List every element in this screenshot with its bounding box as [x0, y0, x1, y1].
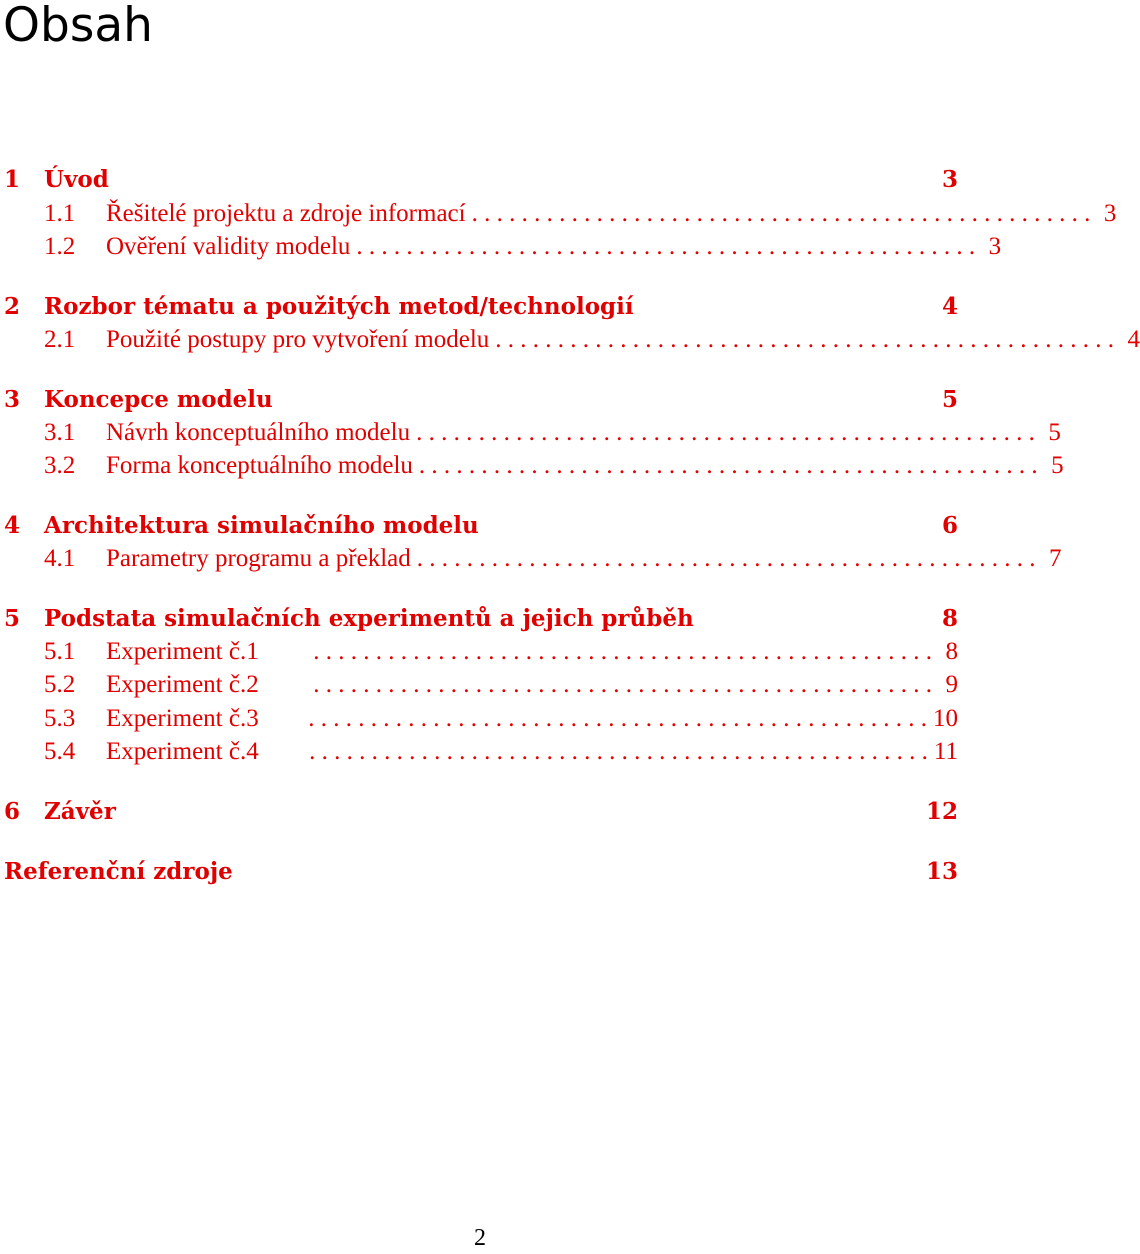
toc-entry-6[interactable]	[4, 798, 958, 828]
toc-title: Experiment č.4	[106, 738, 259, 765]
toc-entry-3-2[interactable]	[4, 452, 1064, 482]
toc-number: 2	[4, 293, 21, 320]
toc-page: 5	[941, 386, 958, 413]
toc-number: 3.2	[44, 452, 76, 479]
toc-dot-leader: . . . . . . . . . . . . . . . . . . . . . . . . . . . . . . . . . . . . . . . . . . . . . . . . . .	[416, 419, 1035, 446]
toc-title: Ověření validity modelu	[106, 233, 351, 260]
toc-page: 3	[1103, 200, 1117, 227]
toc-number: 3	[4, 386, 21, 413]
toc-number: 1.2	[44, 233, 76, 260]
toc-entry-5[interactable]	[4, 605, 958, 635]
toc-title: Referenční zdroje	[4, 858, 233, 885]
toc-title: Forma konceptuálního modelu	[106, 452, 413, 479]
toc-number: 5	[4, 605, 21, 632]
toc-number: 5.4	[44, 738, 76, 765]
toc-dot-leader: . . . . . . . . . . . . . . . . . . . . . . . . . . . . . . . . . . . . . . . . . . . . . . . . . .	[308, 705, 927, 732]
toc-entry-5-4[interactable]	[4, 738, 958, 768]
toc-entry-4-1[interactable]	[4, 545, 1062, 575]
toc-number: 4	[4, 512, 21, 539]
toc-entry-2[interactable]	[4, 293, 958, 323]
toc-title: Experiment č.1	[106, 638, 259, 665]
toc-dot-leader: . . . . . . . . . . . . . . . . . . . . . . . . . . . . . . . . . . . . . . . . . . . . . . . . . .	[313, 671, 932, 698]
toc-number: 6	[4, 798, 21, 825]
toc-dot-leader: . . . . . . . . . . . . . . . . . . . . . . . . . . . . . . . . . . . . . . . . . . . . . . . . . .	[313, 638, 932, 665]
toc-number: 5.2	[44, 671, 76, 698]
toc-page: 6	[941, 512, 958, 539]
page-title: Obsah	[3, 0, 153, 53]
toc-title: Koncepce modelu	[44, 386, 273, 413]
toc-number: 1	[4, 166, 21, 193]
toc-dot-leader: . . . . . . . . . . . . . . . . . . . . . . . . . . . . . . . . . . . . . . . . . . . . . . . . . .	[356, 233, 976, 260]
toc-title: Rozbor tématu a použitých metod/technologií	[44, 293, 634, 320]
toc-entry-4[interactable]	[4, 512, 958, 542]
toc-number: 3.1	[44, 419, 76, 446]
toc-title: Podstata simulačních experimentů a jejich průběh	[44, 605, 694, 632]
toc-page: 5	[1048, 419, 1061, 446]
page-number: 2	[474, 1225, 486, 1251]
toc-page: 10	[933, 705, 958, 732]
toc-dot-leader: . . . . . . . . . . . . . . . . . . . . . . . . . . . . . . . . . . . . . . . . . . . . . . . . . .	[416, 545, 1036, 572]
toc-page: 8	[941, 605, 958, 632]
toc-title: Experiment č.3	[106, 705, 259, 732]
toc-dot-leader: . . . . . . . . . . . . . . . . . . . . . . . . . . . . . . . . . . . . . . . . . . . . . . . . . .	[309, 738, 928, 765]
toc-entry-2-1[interactable]	[4, 326, 1140, 356]
toc-number: 5.1	[44, 638, 76, 665]
toc-title: Návrh konceptuálního modelu	[106, 419, 411, 446]
toc-page: 11	[933, 738, 958, 765]
toc-dot-leader: . . . . . . . . . . . . . . . . . . . . . . . . . . . . . . . . . . . . . . . . . . . . . . . . . .	[495, 326, 1115, 353]
toc-page: 3	[941, 166, 958, 193]
toc-title: Architektura simulačního modelu	[44, 512, 479, 539]
toc-title: Parametry programu a překlad	[106, 545, 411, 572]
toc-page: 12	[925, 798, 958, 825]
toc-page: 3	[988, 233, 1002, 260]
toc-page: 7	[1049, 545, 1062, 572]
toc-entry-5-3[interactable]	[4, 705, 958, 735]
toc-page: 13	[925, 858, 958, 885]
toc-entry-1-2[interactable]	[4, 233, 1002, 263]
toc-entry-3-1[interactable]	[4, 419, 1061, 449]
toc-title: Řešitelé projektu a zdroje informací	[106, 200, 466, 227]
toc-title: Závěr	[44, 798, 116, 825]
toc-entry-1-1[interactable]	[4, 200, 1117, 230]
toc-page: 9	[945, 671, 958, 698]
toc-page: 8	[945, 638, 958, 665]
toc-entry-1[interactable]	[4, 166, 958, 196]
toc-page: 4	[941, 293, 958, 320]
toc-dot-leader: . . . . . . . . . . . . . . . . . . . . . . . . . . . . . . . . . . . . . . . . . . . . . . . . . .	[471, 200, 1091, 227]
toc-dot-leader: . . . . . . . . . . . . . . . . . . . . . . . . . . . . . . . . . . . . . . . . . . . . . . . . . .	[418, 452, 1038, 479]
toc-entry-5-1[interactable]	[4, 638, 958, 668]
toc-title: Experiment č.2	[106, 671, 259, 698]
toc-title: Úvod	[44, 166, 109, 193]
toc-page: 5	[1051, 452, 1064, 479]
toc-title: Použité postupy pro vytvoření modelu	[106, 326, 490, 353]
toc-page: 4	[1127, 326, 1140, 353]
toc-number: 2.1	[44, 326, 76, 353]
toc-number: 5.3	[44, 705, 76, 732]
toc-entry-3[interactable]	[4, 386, 958, 416]
toc-entry-references[interactable]	[4, 858, 958, 888]
toc-number: 1.1	[44, 200, 76, 227]
toc-entry-5-2[interactable]	[4, 671, 958, 701]
toc-number: 4.1	[44, 545, 76, 572]
